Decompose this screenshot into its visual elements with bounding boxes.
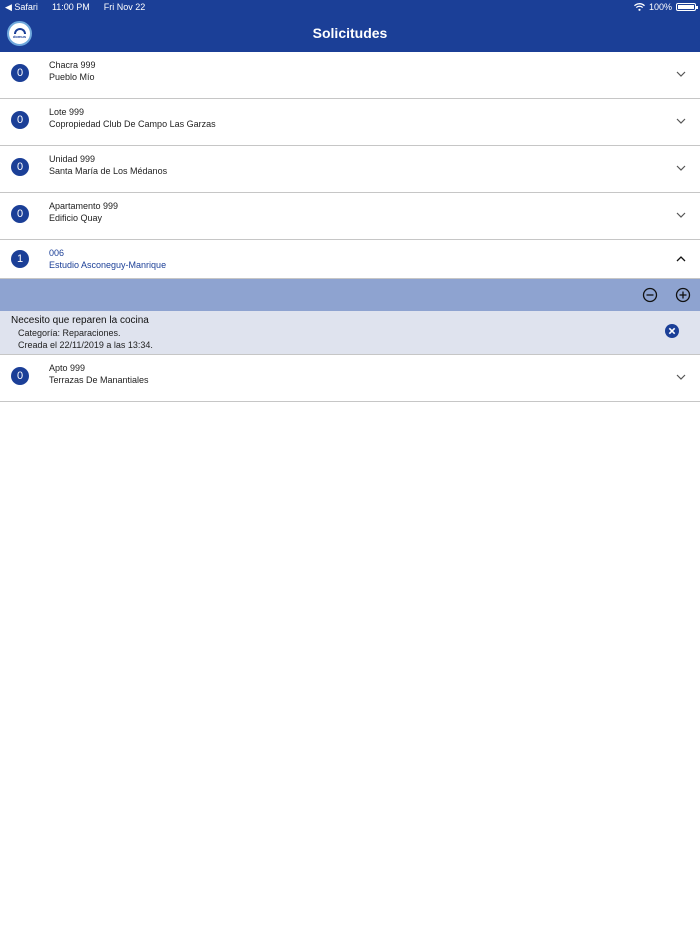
unit-row[interactable] bbox=[0, 193, 700, 240]
request-count-badge: 0 bbox=[11, 111, 29, 129]
units-list bbox=[0, 52, 700, 402]
battery-percent: 100% bbox=[648, 2, 672, 12]
building-name: Terrazas De Manantiales bbox=[49, 374, 149, 385]
plus-circle-icon[interactable] bbox=[675, 287, 691, 303]
logo-text: domus bbox=[12, 34, 27, 39]
request-created-date: Creada el 22/11/2019 a las 13:34. bbox=[18, 340, 153, 350]
building-name: Estudio Asconeguy-Manrique bbox=[49, 259, 167, 270]
page-title: Solicitudes bbox=[312, 25, 388, 41]
chevron-down-icon[interactable] bbox=[676, 372, 686, 382]
unit-row[interactable] bbox=[0, 52, 700, 99]
unit-name: Lote 999 bbox=[49, 107, 85, 117]
unit-row[interactable] bbox=[0, 146, 700, 193]
unit-name: Unidad 999 bbox=[49, 154, 96, 164]
chevron-down-icon[interactable] bbox=[676, 163, 686, 173]
unit-row[interactable] bbox=[0, 99, 700, 146]
back-to-safari[interactable]: ◀ Safari bbox=[5, 2, 38, 12]
chevron-down-icon[interactable] bbox=[676, 69, 686, 79]
request-title: Necesito que reparen la cocina bbox=[11, 315, 149, 326]
request-count-badge: 1 bbox=[11, 250, 29, 268]
unit-name: Apto 999 bbox=[49, 363, 86, 373]
wifi-icon bbox=[634, 3, 645, 11]
minus-circle-icon[interactable] bbox=[642, 287, 658, 303]
request-category: Categoría: Reparaciones. bbox=[18, 328, 121, 338]
request-count-badge: 0 bbox=[11, 158, 29, 176]
request-count-badge: 0 bbox=[11, 205, 29, 223]
status-bar bbox=[0, 0, 700, 14]
battery-icon bbox=[676, 3, 696, 11]
building-name: Pueblo Mío bbox=[49, 71, 95, 82]
building-name: Edificio Quay bbox=[49, 212, 103, 223]
status-right bbox=[634, 2, 696, 12]
status-time: 11:00 PM bbox=[51, 2, 90, 12]
nav-bar bbox=[0, 14, 700, 52]
request-count-badge: 0 bbox=[11, 367, 29, 385]
close-circle-icon[interactable] bbox=[665, 324, 679, 338]
unit-row-expanded[interactable] bbox=[0, 240, 700, 279]
request-toolbar bbox=[0, 279, 700, 311]
chevron-down-icon[interactable] bbox=[676, 210, 686, 220]
building-name: Santa María de Los Médanos bbox=[49, 165, 168, 176]
chevron-up-icon[interactable] bbox=[676, 254, 686, 264]
status-left bbox=[5, 2, 145, 13]
unit-name: Apartamento 999 bbox=[49, 201, 119, 211]
unit-row[interactable] bbox=[0, 355, 700, 402]
request-count-badge: 0 bbox=[11, 64, 29, 82]
building-name: Copropiedad Club De Campo Las Garzas bbox=[49, 118, 216, 129]
status-date: Fri Nov 22 bbox=[103, 2, 146, 12]
unit-name: Chacra 999 bbox=[49, 60, 96, 70]
chevron-down-icon[interactable] bbox=[676, 116, 686, 126]
unit-name: 006 bbox=[49, 248, 65, 258]
request-item[interactable] bbox=[0, 311, 700, 355]
